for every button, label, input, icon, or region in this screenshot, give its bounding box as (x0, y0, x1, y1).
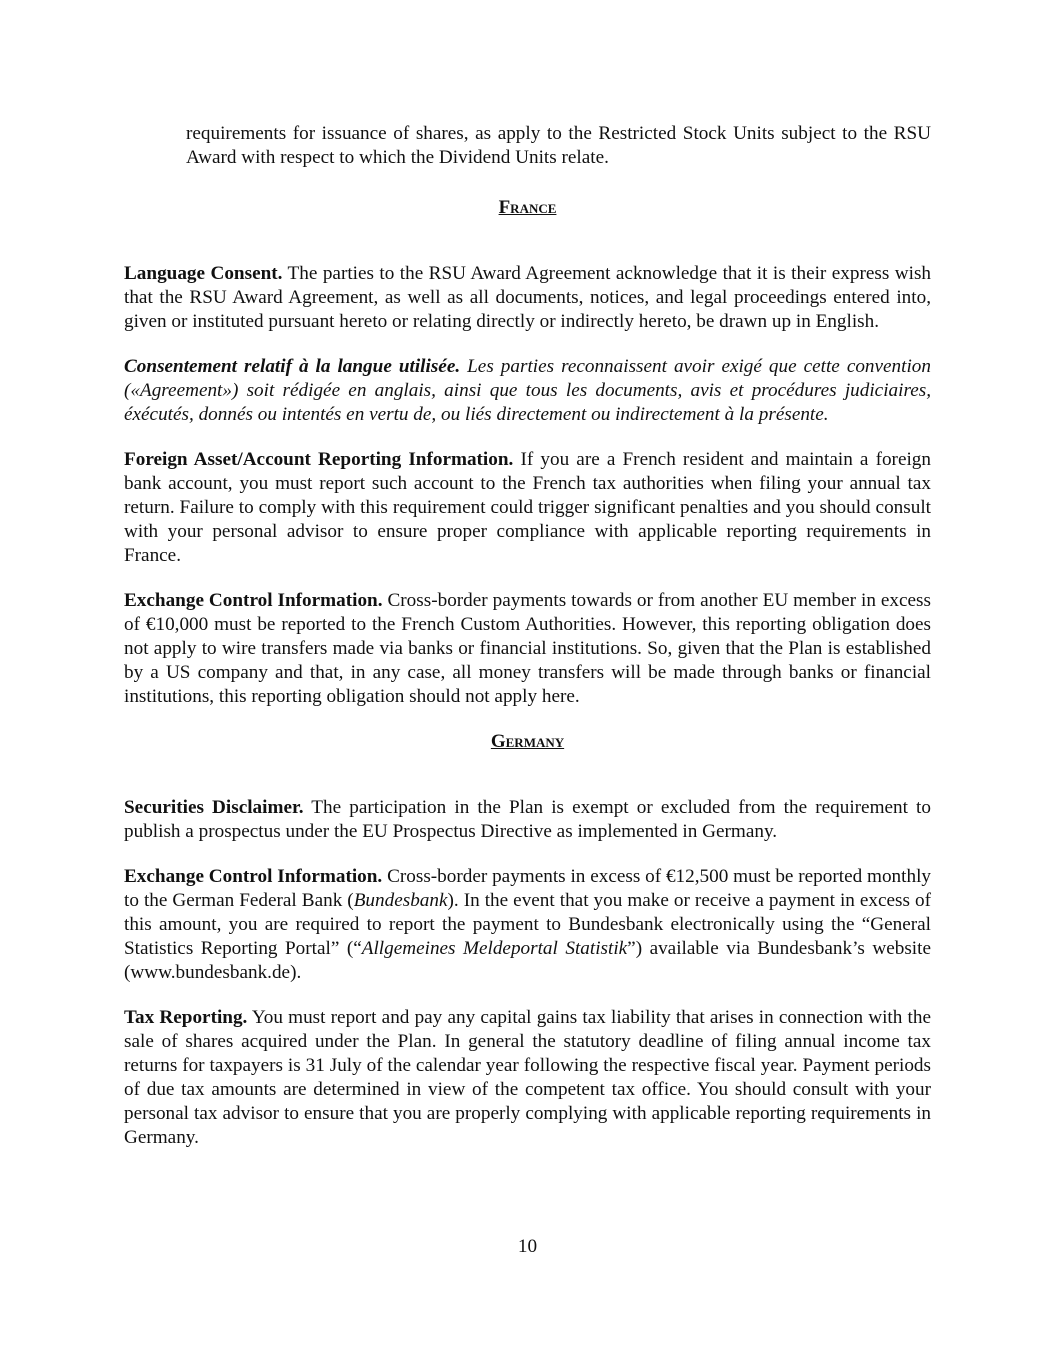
section-heading-germany: Germany (490, 731, 565, 752)
paragraph-tax-reporting (124, 1006, 931, 1150)
paragraph-lead: Securities Disclaimer. (124, 797, 304, 818)
paragraph-body: Cross-border payments in excess of €12,500 must be reported monthly to the German Federal Bank ( (124, 866, 931, 911)
paragraph-body: ”) available via Bundesbank’s website (www.bundesbank.de). (124, 938, 931, 983)
paragraph-body: ). In the event that you make or receive a payment in excess of this amount, you are required to report the payment to Bundesbank electronically using the “General Statistics Reporting Portal” (“ (124, 890, 931, 959)
paragraph-foreign-asset-reporting (124, 448, 931, 568)
page-number: 10 (517, 1236, 538, 1257)
paragraph-securities-disclaimer (124, 796, 931, 844)
paragraph-lead: Consentement relatif à la langue utilisée. (124, 356, 461, 377)
paragraph-lead: Exchange Control Information. (124, 866, 383, 887)
document-page (124, 122, 931, 1150)
paragraph-body: Cross-border payments towards or from another EU member in excess of €10,000 must be reported to the French Custom Authorities. However, this reporting obligation does not apply to wire transfers made via banks or financial institutions. So, given that the Plan is established by a US company and that, in any case, all money transfers will be made through banks or financial institutions, this reporting obligation should not apply here. (124, 590, 931, 707)
paragraph-language-consent (124, 262, 931, 334)
paragraph-lead: Tax Reporting. (124, 1007, 248, 1028)
paragraph-body: The participation in the Plan is exempt or excluded from the requirement to publish a prospectus under the EU Prospectus Directive as implemented in Germany. (124, 797, 931, 842)
paragraph-italic-term: Allgemeines Meldeportal Statistik (361, 938, 628, 959)
paragraph-body: The parties to the RSU Award Agreement acknowledge that it is their express wish that the RSU Award Agreement, as well as all documents, notices, and legal proceedings entered into, given or instituted pursuant hereto or relating directly or indirectly hereto, be drawn up in English. (124, 263, 932, 332)
paragraph-exchange-control-france (124, 589, 931, 709)
paragraph-lead: Language Consent. (124, 263, 283, 284)
paragraph-lead: Exchange Control Information. (124, 590, 383, 611)
paragraph-lead: Foreign Asset/Account Reporting Information. (124, 449, 514, 470)
paragraph-body: If you are a French resident and maintain a foreign bank account, you must report such account to the French tax authorities when filing your annual tax return. Failure to comply with this requirement could trigger significant penalties and you should consult with your personal advisor to ensure proper compliance with applicable reporting requirements in France. (124, 449, 931, 566)
paragraph-exchange-control-germany (124, 865, 931, 985)
section-heading-france: France (498, 197, 557, 218)
paragraph-body: Les parties reconnaissent avoir exigé que cette convention («Agreement») soit rédigée en anglais, ainsi que tous les documents, avis et procédures judiciaires, éxécutés, donnés ou intentés en vertu de, ou liés directement ou indirectement à la présente. (124, 356, 931, 425)
paragraph-consentement (124, 355, 931, 427)
paragraph-body: You must report and pay any capital gains tax liability that arises in connection with the sale of shares acquired under the Plan. In general the statutory deadline of filing annual income tax returns for taxpayers is 31 July of the calendar year following the respective fiscal year. Payment periods of due tax amounts are determined in view of the competent tax office. You should consult with your personal tax advisor to ensure that you are properly complying with applicable reporting requirements in Germany. (124, 1007, 931, 1148)
paragraph-italic-term: Bundesbank (353, 890, 448, 911)
intro-paragraph: requirements for issuance of shares, as apply to the Restricted Stock Units subject to the RSU Award with respect to which the Dividend Units relate. (186, 123, 931, 168)
